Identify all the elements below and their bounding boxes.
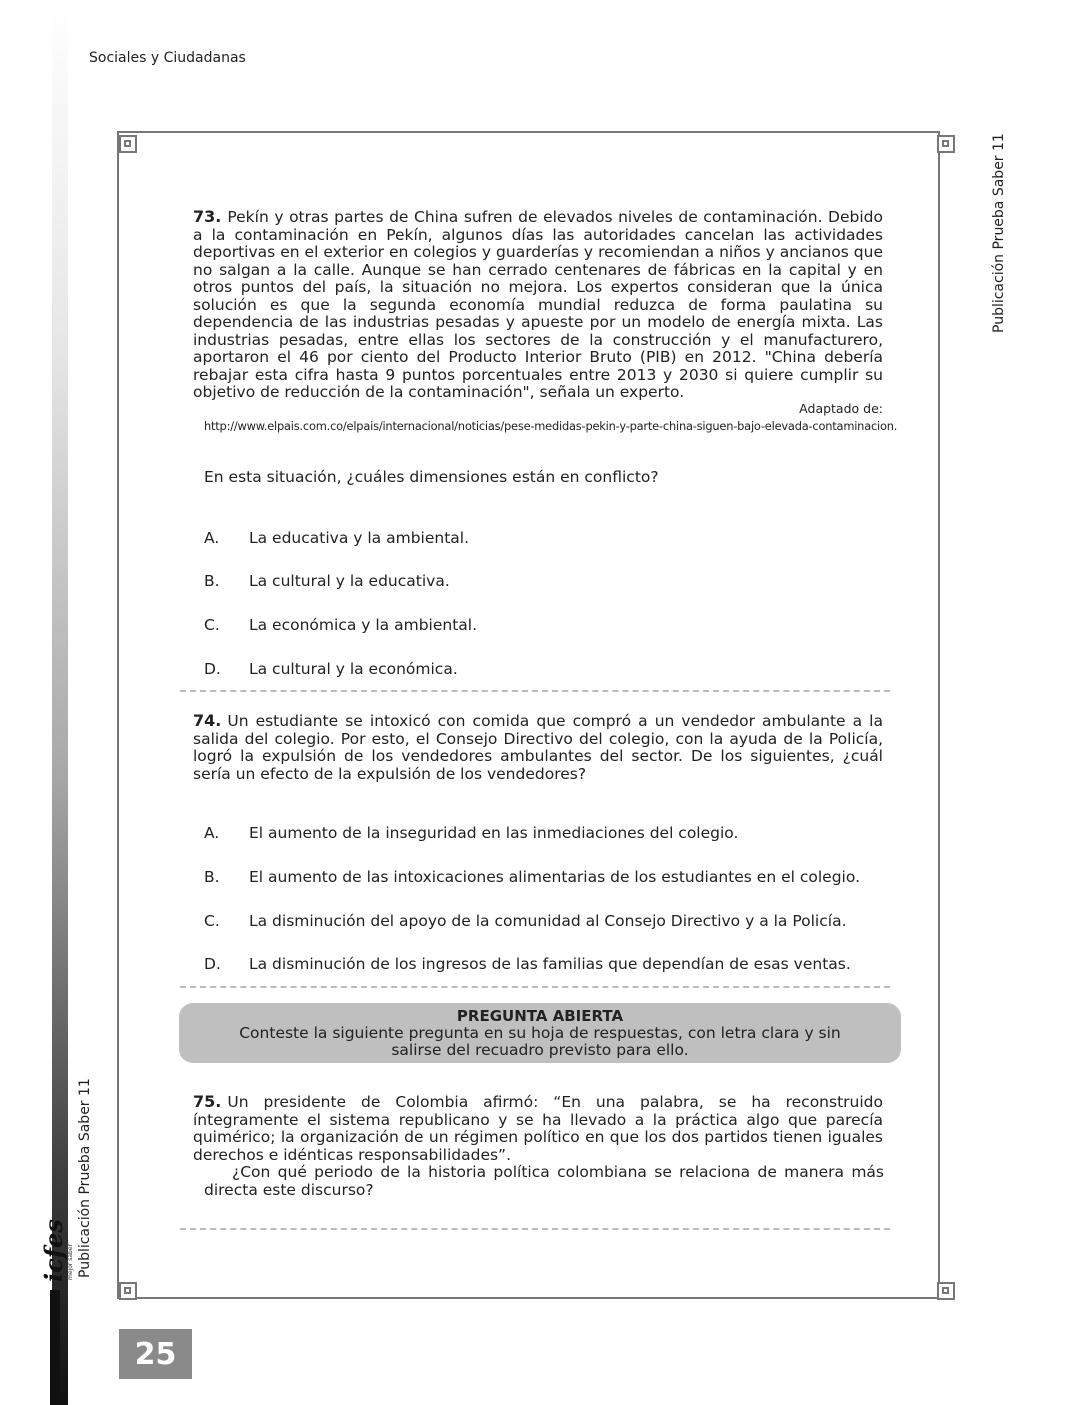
option-d[interactable] bbox=[204, 955, 851, 973]
frame-corner-ornament bbox=[937, 135, 955, 153]
icfes-logo-tagline: mejor saber bbox=[67, 1243, 74, 1280]
side-publication-label-left: Publicación Prueba Saber 11 bbox=[77, 1078, 93, 1278]
option-letter: D. bbox=[204, 660, 221, 678]
option-d[interactable] bbox=[204, 660, 458, 678]
option-text: El aumento de las intoxicaciones alimentarias de los estudiantes en el colegio. bbox=[249, 868, 860, 886]
question-text: Un estudiante se intoxicó con comida que compró a un vendedor ambulante a la salida del colegio. Por esto, el Consejo Directivo del colegio, con la ayuda de la Policía, logró la expulsión de los vendedores ambulantes del sector. De los siguientes, ¿cuál sería un efecto de la expulsión de los vendedores? bbox=[193, 712, 883, 783]
question-divider bbox=[180, 1228, 890, 1230]
option-text: La educativa y la ambiental. bbox=[249, 529, 470, 547]
option-letter: A. bbox=[204, 529, 220, 547]
option-letter: D. bbox=[204, 955, 221, 973]
question-text: Pekín y otras partes de China sufren de elevados niveles de contaminación. Debido a la contaminación en Pekín, algunos días las autoridades cancelan las actividades deportivas en el exterior en colegios y guarderías y recomiendan a niños y ancianos que no salgan a la calle. Aunque se han cerrado centenares de fábricas en la capital y en otros puntos del país, la situación no mejora. Los expertos consideran que la única solución es que la segunda economía mundial reduzca de forma paulatina su dependencia de las industrias pesadas y apueste por un modelo de energía mixta. Las industrias pesadas, entre ellas los sectores de la construcción y el manufacturero, aportaron el 46 por ciento del Producto Interior Bruto (PIB) en 2012. "China debería rebajar esta cifra hasta 9 puntos porcentuales entre 2013 y 2030 si quiere cumplir su objetivo de reducción de la contaminación", señala un experto. bbox=[193, 208, 883, 401]
question-prompt: En esta situación, ¿cuáles dimensiones están en conflicto? bbox=[204, 468, 659, 486]
open-question-title: PREGUNTA ABIERTA bbox=[456, 1007, 624, 1025]
option-text: La disminución del apoyo de la comunidad al Consejo Directivo y a la Policía. bbox=[249, 912, 847, 930]
side-publication-label-right: Publicación Prueba Saber 11 bbox=[991, 133, 1007, 333]
option-letter: C. bbox=[204, 616, 220, 634]
section-title: Sociales y Ciudadanas bbox=[89, 50, 246, 66]
option-c[interactable] bbox=[204, 616, 477, 634]
source-label: Adaptado de: bbox=[799, 401, 883, 416]
option-b[interactable] bbox=[204, 572, 450, 590]
question-74 bbox=[193, 712, 883, 783]
option-c[interactable] bbox=[204, 912, 847, 930]
option-letter: B. bbox=[204, 572, 220, 590]
question-number: 75. bbox=[193, 1092, 222, 1111]
logo-bar bbox=[50, 1290, 60, 1405]
frame-corner-ornament bbox=[119, 135, 137, 153]
question-number: 74. bbox=[193, 711, 222, 730]
option-text: La cultural y la educativa. bbox=[249, 572, 450, 590]
question-number: 73. bbox=[193, 207, 222, 226]
question-75 bbox=[193, 1093, 883, 1164]
option-b[interactable] bbox=[204, 868, 860, 886]
frame-corner-ornament bbox=[937, 1282, 955, 1300]
option-letter: B. bbox=[204, 868, 220, 886]
option-text: La disminución de los ingresos de las familias que dependían de esas ventas. bbox=[249, 955, 851, 973]
frame-corner-ornament bbox=[119, 1282, 137, 1300]
question-text: Un presidente de Colombia afirmó: “En una palabra, se ha reconstruido íntegramente el sistema republicano y se ha llevado a la práctica algo que parecía quimérico; la organización de un régimen político en que los dos partidos tienen iguales derechos e idénticas responsabilidades”. bbox=[193, 1093, 883, 1164]
option-letter: C. bbox=[204, 912, 220, 930]
question-prompt: ¿Con qué periodo de la historia política colombiana se relaciona de manera más directa este discurso? bbox=[204, 1163, 884, 1199]
open-question-instruction: Conteste la siguiente pregunta en su hoja de respuestas, con letra clara y sin salirse del recuadro previsto para ello. bbox=[239, 1024, 841, 1059]
option-a[interactable] bbox=[204, 824, 738, 842]
question-divider bbox=[180, 690, 890, 692]
left-gradient-strip bbox=[52, 0, 68, 1405]
option-a[interactable] bbox=[204, 529, 469, 547]
open-question-box bbox=[179, 1003, 901, 1063]
page-number: 25 bbox=[119, 1329, 192, 1379]
option-text: La económica y la ambiental. bbox=[249, 616, 478, 634]
question-73 bbox=[193, 208, 883, 402]
icfes-logo: icfes bbox=[39, 1219, 68, 1282]
question-divider bbox=[180, 986, 890, 988]
source-url: http://www.elpais.com.co/elpais/internacional/noticias/pese-medidas-pekin-y-parte-china-siguen-bajo-elevada-contaminacion. bbox=[204, 419, 898, 433]
option-text: El aumento de la inseguridad en las inmediaciones del colegio. bbox=[249, 824, 739, 842]
option-text: La cultural y la económica. bbox=[249, 660, 458, 678]
option-letter: A. bbox=[204, 824, 220, 842]
